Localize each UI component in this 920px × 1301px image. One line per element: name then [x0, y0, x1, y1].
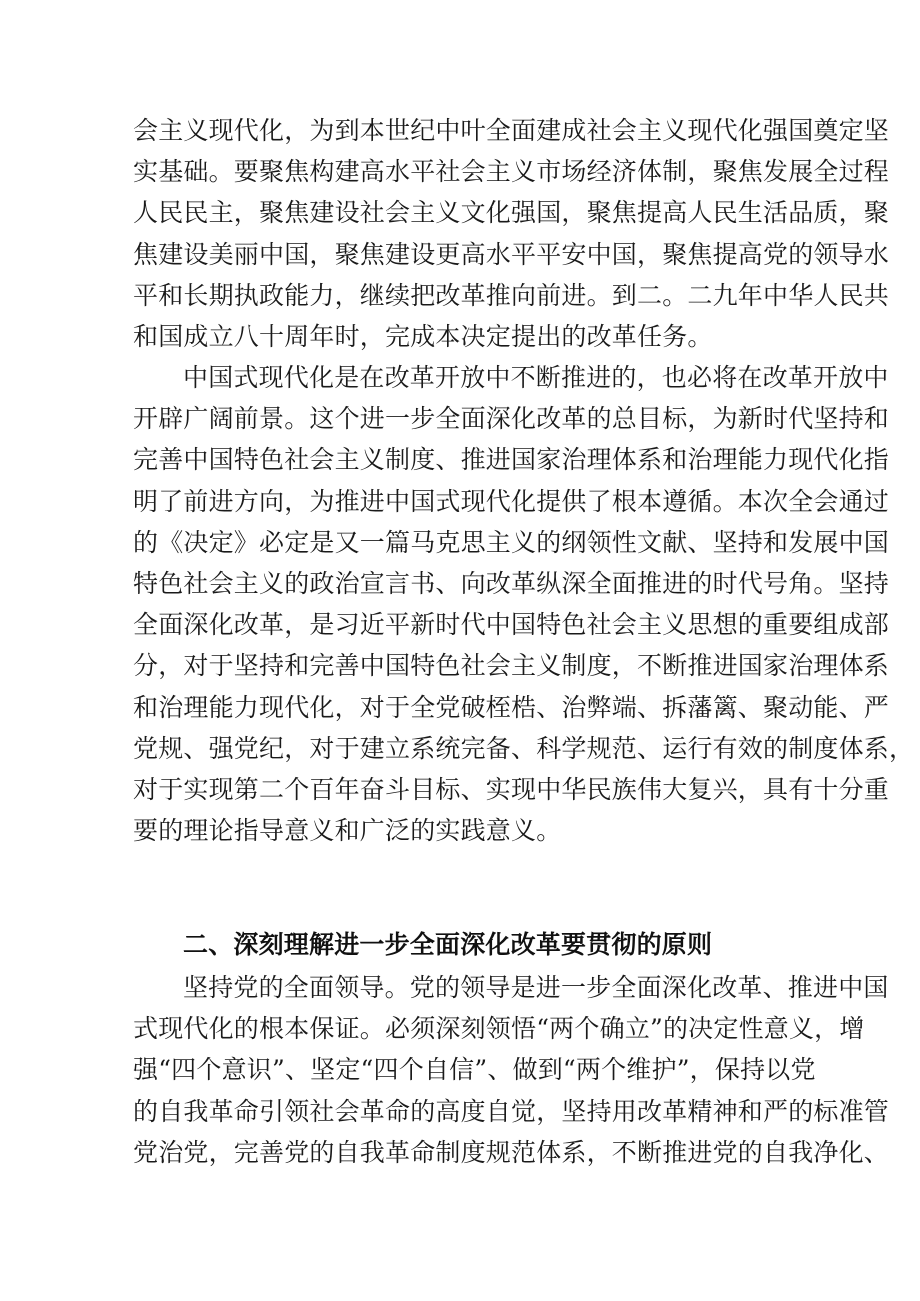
paragraph-line: 平和长期执政能力，继续把改革推向前进。到二。二九年中华人民共	[133, 280, 890, 310]
paragraph-line: 强“四个意识”、坚定“四个自信”、做到“两个维护”，保持以党	[133, 1055, 816, 1085]
paragraph-line: 完善中国特色社会主义制度、推进国家治理体系和治理能力现代化指	[133, 445, 890, 475]
paragraph-line: 的自我革命引领社会革命的高度自觉，坚持用改革精神和严的标准管	[133, 1096, 890, 1126]
paragraph-1	[133, 110, 890, 357]
paragraph-line: 分，对于坚持和完善中国特色社会主义制度，不断推进国家治理体系	[133, 651, 890, 681]
paragraph-line: 的《决定》必定是又一篇马克思主义的纲领性文献、坚持和发展中国	[133, 527, 890, 557]
paragraph-line: 人民民主，聚焦建设社会主义文化强国，聚焦提高人民生活品质，聚	[133, 198, 890, 228]
paragraph-2	[133, 357, 915, 851]
paragraph-line: 特色社会主义的政治宣言书、向改革纵深全面推进的时代号角。坚持	[133, 568, 890, 598]
paragraph-line: 和治理能力现代化，对于全党破桎梏、治弊端、拆藩篱、聚动能、严	[133, 692, 890, 722]
paragraph-line: 中国式现代化是在改革开放中不断推进的，也必将在改革开放中	[183, 363, 889, 392]
paragraph-line: 实基础。要聚焦构建高水平社会主义市场经济体制，聚焦发展全过程	[133, 157, 890, 187]
section-heading: 二、深刻理解进一步全面深化改革要贯彻的原则	[183, 930, 713, 959]
paragraph-line: 全面深化改革，是习近平新时代中国特色社会主义思想的重要组成部	[133, 610, 890, 640]
paragraph-line: 党治党，完善党的自我革命制度规范体系，不断推进党的自我净化、	[133, 1137, 890, 1167]
paragraph-line: 开辟广阔前景。这个进一步全面深化改革的总目标，为新时代坚持和	[133, 404, 890, 434]
paragraph-3	[133, 967, 890, 1173]
paragraph-line: 会主义现代化，为到本世纪中叶全面建成社会主义现代化强国奠定坚	[133, 116, 890, 145]
paragraph-line: 焦建设美丽中国，聚焦建设更高水平平安中国，聚焦提高党的领导水	[133, 239, 890, 269]
paragraph-line: 要的理论指导意义和广泛的实践意义。	[133, 816, 562, 846]
paragraph-line: 明了前进方向，为推进中国式现代化提供了根本遵循。本次全会通过	[133, 486, 890, 516]
paragraph-line: 对于实现第二个百年奋斗目标、实现中华民族伟大复兴，具有十分重	[133, 774, 890, 804]
paragraph-line: 式现代化的根本保证。必须深刻领悟“两个确立”的决定性意义，增	[133, 1014, 865, 1044]
paragraph-line: 党规、强党纪，对于建立系统完备、科学规范、运行有效的制度体系，	[133, 733, 915, 763]
paragraph-line: 坚持党的全面领导。党的领导是进一步全面深化改革、推进中国	[183, 973, 889, 1002]
paragraph-line: 和国成立八十周年时，完成本决定提出的改革任务。	[133, 321, 713, 351]
